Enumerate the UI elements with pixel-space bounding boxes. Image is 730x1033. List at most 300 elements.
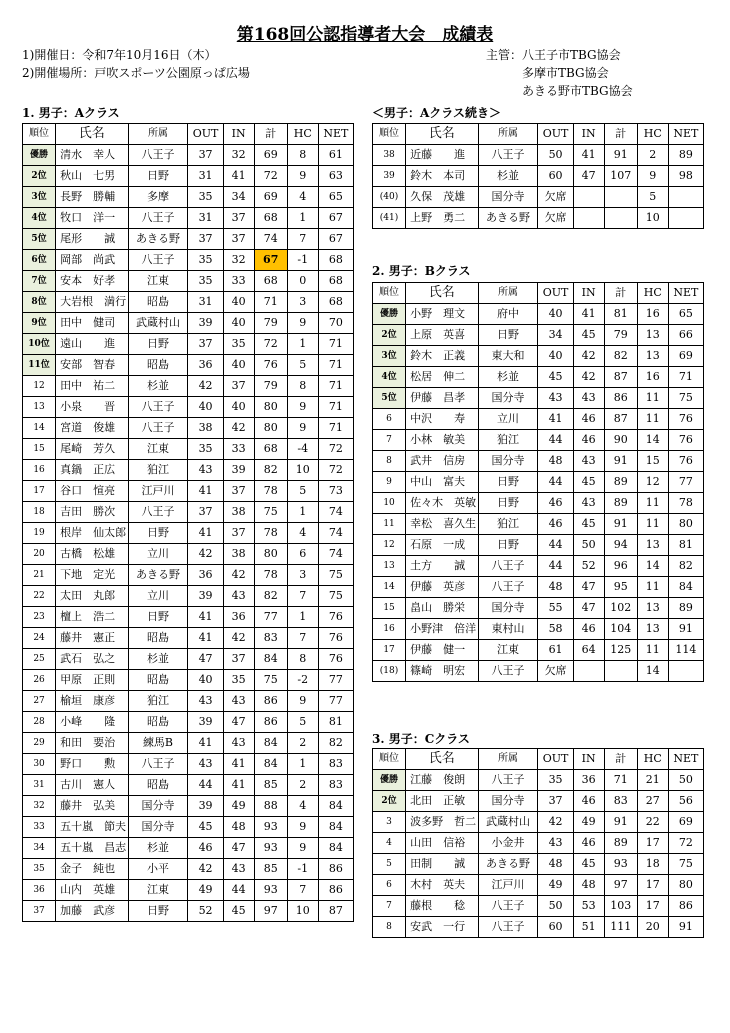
cell-rank: 8 [373, 451, 406, 472]
cell-net: 65 [318, 187, 353, 208]
table-row [373, 208, 704, 229]
table-row [23, 523, 354, 544]
cell-out: 46 [188, 838, 223, 859]
cell-hc: 7 [287, 880, 318, 901]
cell-total: 83 [254, 628, 287, 649]
cell-in: 48 [223, 817, 254, 838]
cell-hc: -2 [287, 670, 318, 691]
header-affiliation: 所属 [478, 749, 538, 770]
table-row [23, 355, 354, 376]
cell-name: 牧口 洋一 [56, 208, 128, 229]
cell-out: 60 [538, 917, 573, 938]
cell-name: 金子 純也 [56, 859, 128, 880]
results-table-a [22, 123, 354, 922]
cell-hc: 9 [287, 166, 318, 187]
cell-net: 114 [668, 640, 703, 661]
section-title-a: 1. 男子：Aクラス [22, 106, 120, 120]
cell-hc: 9 [287, 691, 318, 712]
cell-total: 79 [254, 376, 287, 397]
cell-net: 74 [318, 502, 353, 523]
cell-name: 下地 定光 [56, 565, 128, 586]
cell-rank: 19 [23, 523, 56, 544]
cell-rank: 4位 [23, 208, 56, 229]
cell-affiliation: 杉並 [128, 649, 188, 670]
cell-total: 80 [254, 397, 287, 418]
cell-name: 田制 誠 [406, 854, 478, 875]
cell-total: 80 [254, 544, 287, 565]
cell-in: 41 [223, 754, 254, 775]
cell-in: 43 [573, 388, 604, 409]
cell-net: 72 [318, 439, 353, 460]
cell-total: 68 [254, 271, 287, 292]
cell-name: 尾形 誠 [56, 229, 128, 250]
table-row [23, 313, 354, 334]
cell-rank: 6 [373, 409, 406, 430]
table-row [373, 833, 704, 854]
cell-total: 84 [254, 649, 287, 670]
table-row [373, 145, 704, 166]
cell-affiliation: 江東 [128, 271, 188, 292]
header-in: IN [573, 283, 604, 304]
table-row [373, 304, 704, 325]
cell-rank: 25 [23, 649, 56, 670]
cell-rank: 3位 [23, 187, 56, 208]
cell-net: 80 [668, 875, 703, 896]
cell-name: 五十嵐 昌志 [56, 838, 128, 859]
cell-rank: 12 [23, 376, 56, 397]
cell-name: 武石 弘之 [56, 649, 128, 670]
cell-in: 46 [573, 619, 604, 640]
cell-in: 45 [573, 514, 604, 535]
cell-affiliation: 八王子 [478, 577, 538, 598]
cell-total: 90 [604, 430, 637, 451]
cell-hc: 9 [637, 166, 668, 187]
cell-affiliation: 狛江 [128, 460, 188, 481]
cell-in: 41 [223, 775, 254, 796]
cell-affiliation: 八王子 [128, 397, 188, 418]
cell-net: 74 [318, 523, 353, 544]
cell-rank: (40) [373, 187, 406, 208]
cell-rank: 7 [373, 430, 406, 451]
cell-rank: 39 [373, 166, 406, 187]
cell-total: 83 [604, 791, 637, 812]
cell-hc: 3 [287, 292, 318, 313]
cell-name: 安武 一行 [406, 917, 478, 938]
cell-net: 75 [668, 388, 703, 409]
cell-rank: 6 [373, 875, 406, 896]
cell-affiliation: 日野 [128, 166, 188, 187]
cell-affiliation: あきる野 [128, 565, 188, 586]
cell-net: 83 [318, 754, 353, 775]
cell-affiliation: 東大和 [478, 346, 538, 367]
cell-name: 藤根 稔 [406, 896, 478, 917]
cell-rank: 33 [23, 817, 56, 838]
cell-net: 71 [318, 334, 353, 355]
cell-affiliation: 国分寺 [478, 791, 538, 812]
cell-affiliation: 昭島 [128, 712, 188, 733]
cell-name: 佐々木 英敏 [406, 493, 478, 514]
cell-out: 42 [188, 544, 223, 565]
cell-name: 北田 正敏 [406, 791, 478, 812]
cell-affiliation: 昭島 [128, 670, 188, 691]
cell-name: 土方 誠 [406, 556, 478, 577]
cell-total: 82 [254, 586, 287, 607]
cell-affiliation: 八王子 [478, 556, 538, 577]
cell-hc: 11 [637, 640, 668, 661]
cell-out: 50 [538, 145, 573, 166]
cell-name: 宮道 俊雄 [56, 418, 128, 439]
header-name: 氏名 [56, 124, 128, 145]
cell-name: 小野 理文 [406, 304, 478, 325]
table-row [23, 187, 354, 208]
cell-name: 清水 幸人 [56, 145, 128, 166]
cell-rank: 3 [373, 812, 406, 833]
header-net: NET [668, 283, 703, 304]
cell-hc: 1 [287, 334, 318, 355]
cell-total: 86 [254, 691, 287, 712]
cell-rank: 5 [373, 854, 406, 875]
cell-net: 78 [668, 493, 703, 514]
cell-affiliation: 小平 [128, 859, 188, 880]
cell-name: 近藤 進 [406, 145, 478, 166]
cell-out: 44 [538, 430, 573, 451]
cell-total: 94 [604, 535, 637, 556]
table-row [373, 367, 704, 388]
cell-net: 81 [668, 535, 703, 556]
table-row [373, 430, 704, 451]
cell-affiliation: 立川 [128, 544, 188, 565]
cell-affiliation: 八王子 [478, 770, 538, 791]
cell-rank: 7位 [23, 271, 56, 292]
cell-rank: 16 [23, 460, 56, 481]
cell-rank: 26 [23, 670, 56, 691]
cell-net: 84 [668, 577, 703, 598]
cell-hc: 10 [287, 460, 318, 481]
cell-affiliation: 八王子 [128, 250, 188, 271]
cell-rank: 35 [23, 859, 56, 880]
cell-net [668, 661, 703, 682]
cell-name: 畠山 勝栄 [406, 598, 478, 619]
cell-hc: 11 [637, 514, 668, 535]
cell-total: 93 [604, 854, 637, 875]
table-row [373, 514, 704, 535]
cell-hc: 9 [287, 418, 318, 439]
cell-rank: 7 [373, 896, 406, 917]
cell-in: 41 [223, 166, 254, 187]
cell-in: 48 [573, 875, 604, 896]
cell-in: 49 [573, 812, 604, 833]
cell-hc: 9 [287, 397, 318, 418]
cell-net: 73 [318, 481, 353, 502]
cell-rank: 36 [23, 880, 56, 901]
cell-in: 34 [223, 187, 254, 208]
cell-in: 52 [573, 556, 604, 577]
cell-rank: 27 [23, 691, 56, 712]
cell-net: 63 [318, 166, 353, 187]
cell-net: 98 [668, 166, 703, 187]
table-row [23, 712, 354, 733]
cell-out: 39 [188, 313, 223, 334]
cell-total: 88 [254, 796, 287, 817]
cell-hc: 10 [287, 901, 318, 922]
cell-name: 長野 勝輔 [56, 187, 128, 208]
cell-net: 71 [318, 418, 353, 439]
cell-in: 43 [223, 586, 254, 607]
cell-name: 古橋 松雄 [56, 544, 128, 565]
cell-total: 85 [254, 775, 287, 796]
cell-name: 甲原 正則 [56, 670, 128, 691]
cell-in: 37 [223, 229, 254, 250]
cell-total: 85 [254, 859, 287, 880]
header-in: IN [573, 749, 604, 770]
header-total: 計 [604, 283, 637, 304]
cell-out: 38 [188, 418, 223, 439]
header-net: NET [668, 749, 703, 770]
cell-affiliation: 八王子 [128, 418, 188, 439]
cell-name: 遠山 進 [56, 334, 128, 355]
cell-rank: 20 [23, 544, 56, 565]
cell-out: 43 [188, 460, 223, 481]
cell-hc: 13 [637, 325, 668, 346]
cell-hc: 0 [287, 271, 318, 292]
table-row [23, 670, 354, 691]
table-row [23, 544, 354, 565]
cell-out: 34 [538, 325, 573, 346]
cell-total: 71 [604, 770, 637, 791]
cell-total: 89 [604, 472, 637, 493]
cell-in: 64 [573, 640, 604, 661]
cell-rank: 4 [373, 833, 406, 854]
cell-rank: 14 [23, 418, 56, 439]
cell-name: 武井 信房 [406, 451, 478, 472]
cell-out: 52 [188, 901, 223, 922]
cell-out: 39 [188, 586, 223, 607]
cell-affiliation: 昭島 [128, 355, 188, 376]
cell-hc: -1 [287, 859, 318, 880]
cell-total: 93 [254, 880, 287, 901]
cell-in: 45 [573, 472, 604, 493]
cell-net: 76 [668, 451, 703, 472]
cell-hc: 11 [637, 577, 668, 598]
table-row [23, 229, 354, 250]
cell-total: 68 [254, 439, 287, 460]
cell-out: 41 [188, 523, 223, 544]
cell-total [604, 187, 637, 208]
cell-rank: 5位 [373, 388, 406, 409]
cell-rank: 38 [373, 145, 406, 166]
cell-rank: 4位 [373, 367, 406, 388]
cell-name: 尾崎 芳久 [56, 439, 128, 460]
table-row [373, 493, 704, 514]
cell-in: 44 [223, 880, 254, 901]
cell-affiliation: 国分寺 [478, 598, 538, 619]
cell-out: 36 [188, 565, 223, 586]
cell-in: 47 [573, 166, 604, 187]
cell-in: 46 [573, 833, 604, 854]
cell-net: 67 [318, 229, 353, 250]
cell-name: 篠崎 明宏 [406, 661, 478, 682]
header-total: 計 [604, 749, 637, 770]
cell-in: 35 [223, 334, 254, 355]
cell-name: 吉田 勝次 [56, 502, 128, 523]
cell-rank: 2位 [23, 166, 56, 187]
cell-out: 31 [188, 292, 223, 313]
cell-in: 51 [573, 917, 604, 938]
header-hc: HC [287, 124, 318, 145]
table-row [23, 775, 354, 796]
cell-name: 檀上 浩二 [56, 607, 128, 628]
cell-total: 82 [254, 460, 287, 481]
cell-rank: 15 [23, 439, 56, 460]
cell-out: 44 [538, 556, 573, 577]
cell-hc: 7 [287, 586, 318, 607]
cell-name: 山田 信裕 [406, 833, 478, 854]
cell-rank: 18 [23, 502, 56, 523]
cell-out: 58 [538, 619, 573, 640]
cell-in: 47 [573, 598, 604, 619]
cell-net: 66 [668, 325, 703, 346]
cell-total: 82 [604, 346, 637, 367]
cell-net: 91 [668, 619, 703, 640]
cell-name: 五十嵐 節夫 [56, 817, 128, 838]
cell-out: 41 [188, 481, 223, 502]
header-rank: 順位 [23, 124, 56, 145]
cell-in: 42 [573, 367, 604, 388]
results-table-b [372, 282, 704, 682]
cell-hc: 5 [637, 187, 668, 208]
cell-affiliation: 国分寺 [478, 187, 538, 208]
cell-total: 84 [254, 733, 287, 754]
cell-net: 91 [668, 917, 703, 938]
header-row [373, 283, 704, 304]
section-title-c: 3. 男子：Cクラス [372, 732, 470, 746]
table-row [23, 586, 354, 607]
results-table-a2 [372, 123, 704, 229]
cell-net: 83 [318, 775, 353, 796]
cell-name: 上原 英喜 [406, 325, 478, 346]
cell-total: 77 [254, 607, 287, 628]
header-in: IN [223, 124, 254, 145]
cell-total: 86 [254, 712, 287, 733]
cell-affiliation: 八王子 [128, 502, 188, 523]
cell-name: 安本 好孝 [56, 271, 128, 292]
cell-hc: 22 [637, 812, 668, 833]
cell-rank: 14 [373, 577, 406, 598]
cell-net: 56 [668, 791, 703, 812]
cell-out: 49 [538, 875, 573, 896]
table-row [23, 796, 354, 817]
cell-out: 48 [538, 577, 573, 598]
cell-rank: 11位 [23, 355, 56, 376]
cell-net: 86 [668, 896, 703, 917]
cell-total: 75 [254, 502, 287, 523]
cell-net: 86 [318, 859, 353, 880]
cell-rank: 17 [373, 640, 406, 661]
cell-hc: 11 [637, 409, 668, 430]
cell-affiliation: 杉並 [128, 376, 188, 397]
cell-hc: 14 [637, 661, 668, 682]
cell-rank: 21 [23, 565, 56, 586]
cell-affiliation: 江戸川 [478, 875, 538, 896]
table-row [373, 791, 704, 812]
table-row [23, 901, 354, 922]
table-row [373, 187, 704, 208]
cell-affiliation: 八王子 [478, 896, 538, 917]
cell-out: 42 [188, 859, 223, 880]
header-hc: HC [637, 283, 668, 304]
cell-total: 79 [254, 313, 287, 334]
cell-net: 76 [668, 409, 703, 430]
cell-total: 80 [254, 418, 287, 439]
cell-total: 95 [604, 577, 637, 598]
header-name: 氏名 [406, 749, 478, 770]
header-in: IN [573, 124, 604, 145]
cell-total: 76 [254, 355, 287, 376]
cell-rank: 優勝 [373, 770, 406, 791]
cell-out: 欠席 [538, 661, 573, 682]
cell-out: 41 [188, 628, 223, 649]
cell-affiliation: 八王子 [128, 145, 188, 166]
cell-affiliation: 昭島 [128, 775, 188, 796]
cell-rank: 11 [373, 514, 406, 535]
cell-affiliation: 八王子 [478, 917, 538, 938]
table-row [373, 556, 704, 577]
cell-total: 125 [604, 640, 637, 661]
cell-hc: 2 [287, 775, 318, 796]
cell-out: 42 [538, 812, 573, 833]
cell-total: 111 [604, 917, 637, 938]
cell-out: 44 [538, 472, 573, 493]
cell-name: 中沢 寿 [406, 409, 478, 430]
cell-out: 41 [188, 733, 223, 754]
cell-net: 82 [668, 556, 703, 577]
cell-affiliation: 昭島 [128, 292, 188, 313]
table-row [23, 502, 354, 523]
cell-out: 43 [188, 691, 223, 712]
cell-affiliation: 東村山 [478, 619, 538, 640]
cell-out: 44 [538, 535, 573, 556]
header-total: 計 [604, 124, 637, 145]
cell-hc: 15 [637, 451, 668, 472]
table-row [373, 409, 704, 430]
cell-in: 45 [573, 854, 604, 875]
cell-affiliation: 昭島 [128, 628, 188, 649]
cell-name: 大岩根 満行 [56, 292, 128, 313]
cell-hc: 5 [287, 481, 318, 502]
cell-name: 伊藤 英彦 [406, 577, 478, 598]
table-row [23, 628, 354, 649]
cell-total: 69 [254, 145, 287, 166]
cell-rank: 2位 [373, 791, 406, 812]
header-name: 氏名 [406, 124, 478, 145]
cell-out: 41 [538, 409, 573, 430]
cell-rank: 5位 [23, 229, 56, 250]
cell-hc: 6 [287, 544, 318, 565]
cell-affiliation: 杉並 [478, 166, 538, 187]
cell-total: 93 [254, 817, 287, 838]
cell-out: 37 [538, 791, 573, 812]
cell-in [573, 187, 604, 208]
cell-total [604, 208, 637, 229]
cell-net: 71 [318, 397, 353, 418]
cell-name: 田中 祐二 [56, 376, 128, 397]
cell-net: 77 [668, 472, 703, 493]
table-row [373, 640, 704, 661]
cell-net: 68 [318, 250, 353, 271]
header-row [373, 749, 704, 770]
event-place: 2)開催場所：戸吹スポーツ公園原っぱ広場 [22, 66, 250, 80]
cell-rank: 2位 [373, 325, 406, 346]
